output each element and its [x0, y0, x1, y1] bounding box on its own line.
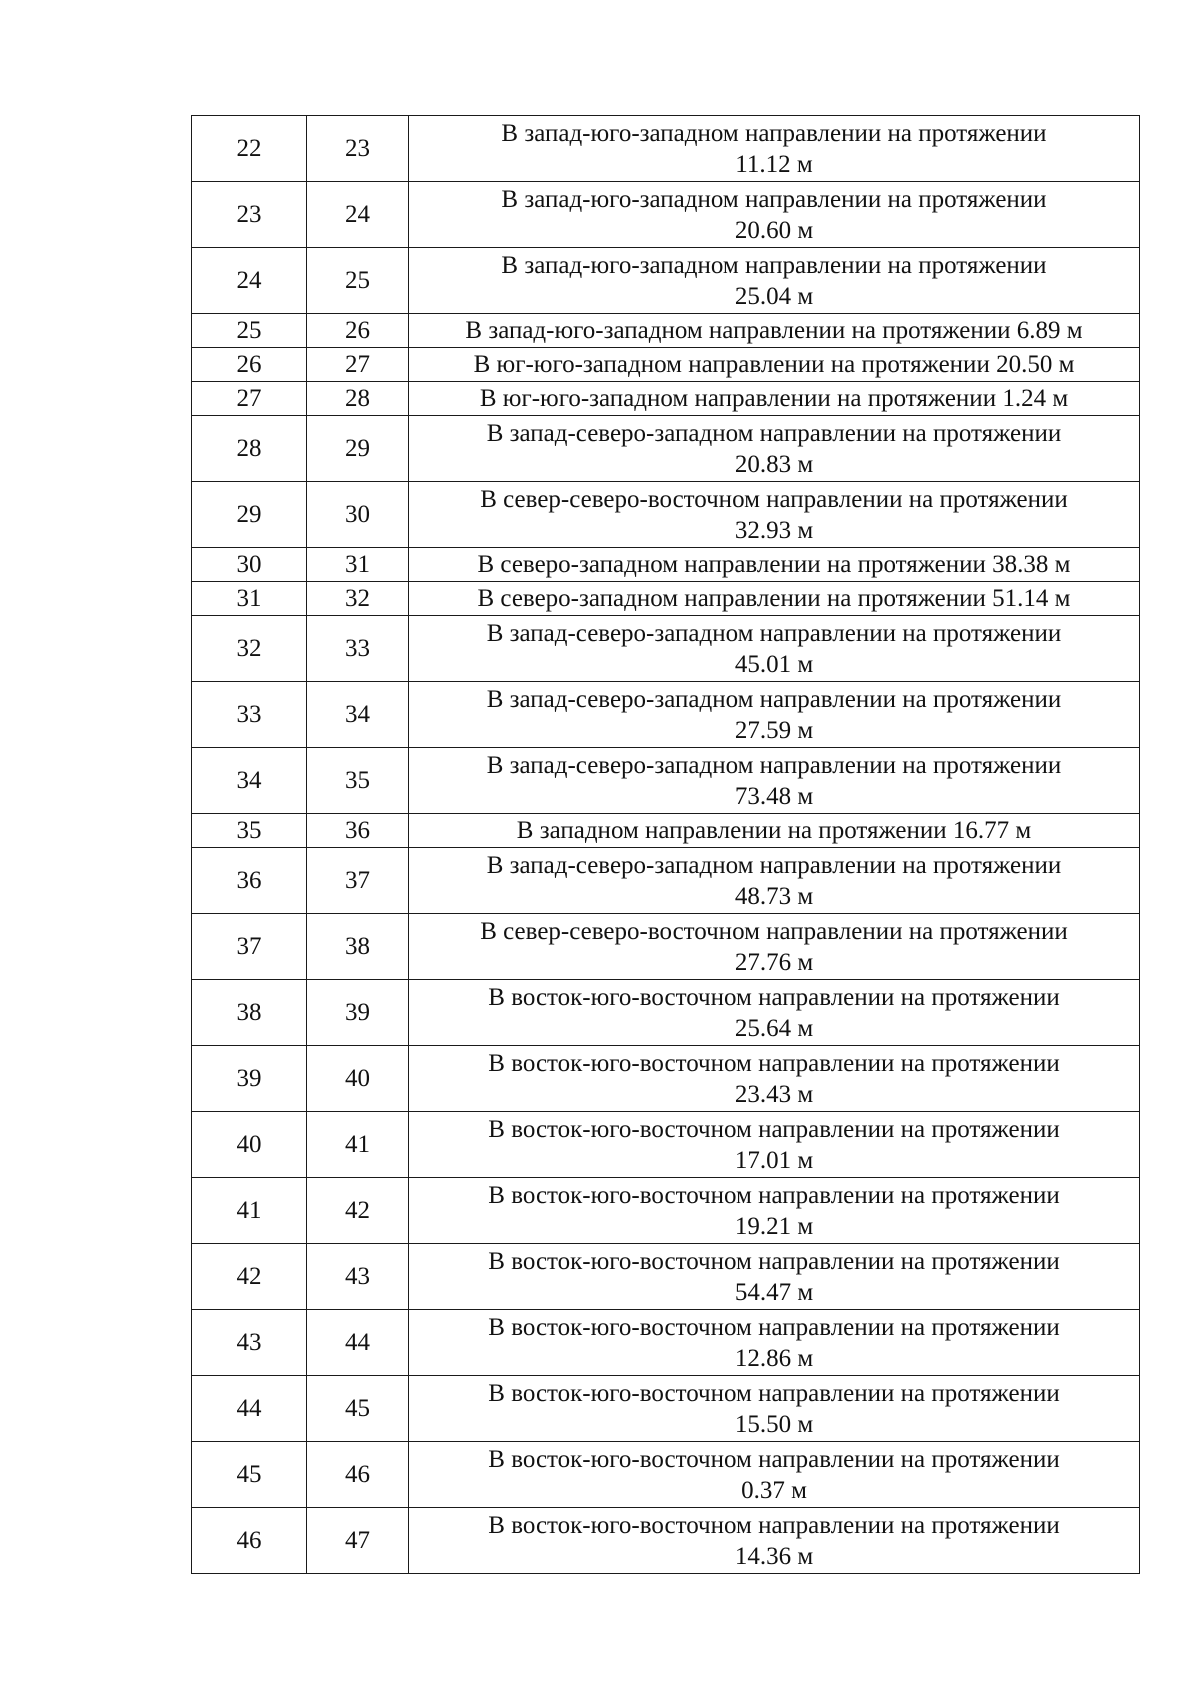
point-to-cell: 31	[307, 548, 409, 582]
point-from-cell: 24	[192, 248, 307, 314]
point-to-cell: 42	[307, 1178, 409, 1244]
description-line: В северо-западном направлении на протяжении 38.38 м	[477, 551, 1071, 578]
table-row	[192, 1376, 1140, 1442]
description-line: 27.59 м	[734, 716, 814, 744]
description-line: В запад-юго-западном направлении на протяжении 6.89 м	[465, 317, 1083, 344]
point-from-cell: 29	[192, 482, 307, 548]
point-from-cell: 37	[192, 914, 307, 980]
table-row	[192, 548, 1140, 582]
point-from-cell: 39	[192, 1046, 307, 1112]
table-row	[192, 348, 1140, 382]
point-from-cell: 35	[192, 814, 307, 848]
description-cell	[409, 980, 1140, 1046]
point-from-cell: 32	[192, 616, 307, 682]
table-row	[192, 582, 1140, 616]
description-line: В восток-юго-восточном направлении на протяжении	[488, 1247, 1060, 1275]
description-cell	[409, 548, 1140, 582]
point-to-cell: 45	[307, 1376, 409, 1442]
point-to-cell: 38	[307, 914, 409, 980]
point-to-cell: 29	[307, 416, 409, 482]
description-line: В север-северо-восточном направлении на протяжении	[480, 485, 1068, 513]
description-cell	[409, 616, 1140, 682]
description-line: 20.60 м	[734, 216, 814, 244]
description-cell	[409, 382, 1140, 416]
point-from-cell: 42	[192, 1244, 307, 1310]
description-line: 48.73 м	[734, 882, 814, 910]
point-to-cell: 39	[307, 980, 409, 1046]
description-line: 73.48 м	[734, 782, 814, 810]
description-line: В запад-юго-западном направлении на протяжении	[501, 119, 1047, 147]
point-from-cell: 27	[192, 382, 307, 416]
table-row	[192, 1244, 1140, 1310]
description-cell	[409, 814, 1140, 848]
table-row	[192, 748, 1140, 814]
point-from-cell: 46	[192, 1508, 307, 1574]
point-from-cell: 28	[192, 416, 307, 482]
description-cell	[409, 748, 1140, 814]
description-line: В запад-юго-западном направлении на протяжении	[501, 251, 1047, 279]
table-row	[192, 914, 1140, 980]
description-line: В запад-северо-западном направлении на протяжении	[486, 685, 1062, 713]
description-cell	[409, 248, 1140, 314]
description-cell	[409, 1046, 1140, 1112]
description-cell	[409, 1112, 1140, 1178]
description-line: 32.93 м	[734, 516, 814, 544]
point-from-cell: 33	[192, 682, 307, 748]
boundary-description-table	[191, 115, 1140, 1574]
description-cell	[409, 1442, 1140, 1508]
table-row	[192, 1310, 1140, 1376]
description-line: В северо-западном направлении на протяжении 51.14 м	[477, 585, 1071, 612]
description-line: В север-северо-восточном направлении на протяжении	[480, 917, 1068, 945]
description-line: В юг-юго-западном направлении на протяжении 20.50 м	[473, 351, 1075, 378]
description-line: В восток-юго-восточном направлении на протяжении	[488, 1181, 1060, 1209]
point-from-cell: 41	[192, 1178, 307, 1244]
table-row	[192, 182, 1140, 248]
point-to-cell: 26	[307, 314, 409, 348]
point-to-cell: 34	[307, 682, 409, 748]
description-cell	[409, 1508, 1140, 1574]
description-cell	[409, 314, 1140, 348]
table-row	[192, 980, 1140, 1046]
point-from-cell: 36	[192, 848, 307, 914]
point-from-cell: 34	[192, 748, 307, 814]
point-from-cell: 25	[192, 314, 307, 348]
table-row	[192, 116, 1140, 182]
description-cell	[409, 116, 1140, 182]
description-cell	[409, 1244, 1140, 1310]
point-to-cell: 24	[307, 182, 409, 248]
description-line: В запад-юго-западном направлении на протяжении	[501, 185, 1047, 213]
point-to-cell: 44	[307, 1310, 409, 1376]
description-line: В восток-юго-восточном направлении на протяжении	[488, 1115, 1060, 1143]
table-row	[192, 1112, 1140, 1178]
description-line: 12.86 м	[734, 1344, 814, 1372]
point-to-cell: 32	[307, 582, 409, 616]
description-line: В запад-северо-западном направлении на протяжении	[486, 751, 1062, 779]
table-row	[192, 314, 1140, 348]
description-cell	[409, 482, 1140, 548]
table-row	[192, 1178, 1140, 1244]
point-to-cell: 46	[307, 1442, 409, 1508]
table-body	[192, 116, 1140, 1574]
description-line: В восток-юго-восточном направлении на протяжении	[488, 1511, 1060, 1539]
description-line: 25.64 м	[734, 1014, 814, 1042]
point-from-cell: 45	[192, 1442, 307, 1508]
point-to-cell: 35	[307, 748, 409, 814]
point-to-cell: 30	[307, 482, 409, 548]
description-line: В восток-юго-восточном направлении на протяжении	[488, 983, 1060, 1011]
table-row	[192, 482, 1140, 548]
point-from-cell: 26	[192, 348, 307, 382]
point-from-cell: 43	[192, 1310, 307, 1376]
point-from-cell: 30	[192, 548, 307, 582]
description-line: В запад-северо-западном направлении на протяжении	[486, 419, 1062, 447]
description-line: 19.21 м	[734, 1212, 814, 1240]
table-row	[192, 1442, 1140, 1508]
point-to-cell: 27	[307, 348, 409, 382]
table-row	[192, 1046, 1140, 1112]
description-cell	[409, 182, 1140, 248]
table-row	[192, 848, 1140, 914]
description-line: 14.36 м	[734, 1542, 814, 1570]
description-cell	[409, 682, 1140, 748]
description-line: 20.83 м	[734, 450, 814, 478]
description-line: 17.01 м	[734, 1146, 814, 1174]
description-line: 15.50 м	[734, 1410, 814, 1438]
table-row	[192, 814, 1140, 848]
description-cell	[409, 914, 1140, 980]
point-from-cell: 44	[192, 1376, 307, 1442]
point-from-cell: 31	[192, 582, 307, 616]
description-line: 27.76 м	[734, 948, 814, 976]
description-cell	[409, 582, 1140, 616]
point-from-cell: 40	[192, 1112, 307, 1178]
point-to-cell: 36	[307, 814, 409, 848]
description-line: 54.47 м	[734, 1278, 814, 1306]
point-from-cell: 23	[192, 182, 307, 248]
description-line: В восток-юго-восточном направлении на протяжении	[488, 1313, 1060, 1341]
point-to-cell: 25	[307, 248, 409, 314]
description-line: 23.43 м	[734, 1080, 814, 1108]
description-line: В восток-юго-восточном направлении на протяжении	[488, 1445, 1060, 1473]
point-to-cell: 28	[307, 382, 409, 416]
point-to-cell: 41	[307, 1112, 409, 1178]
description-line: 0.37 м	[741, 1476, 807, 1504]
table-row	[192, 1508, 1140, 1574]
point-to-cell: 40	[307, 1046, 409, 1112]
description-line: В восток-юго-восточном направлении на протяжении	[488, 1049, 1060, 1077]
description-line: 11.12 м	[735, 150, 813, 178]
description-cell	[409, 416, 1140, 482]
table-row	[192, 682, 1140, 748]
point-to-cell: 43	[307, 1244, 409, 1310]
description-cell	[409, 1376, 1140, 1442]
description-cell	[409, 1310, 1140, 1376]
description-line: В юг-юго-западном направлении на протяжении 1.24 м	[479, 385, 1069, 412]
table-row	[192, 416, 1140, 482]
point-to-cell: 47	[307, 1508, 409, 1574]
description-cell	[409, 1178, 1140, 1244]
point-to-cell: 33	[307, 616, 409, 682]
table-row	[192, 616, 1140, 682]
description-line: 25.04 м	[734, 282, 814, 310]
point-to-cell: 37	[307, 848, 409, 914]
point-from-cell: 38	[192, 980, 307, 1046]
description-line: 45.01 м	[734, 650, 814, 678]
description-line: В восток-юго-восточном направлении на протяжении	[488, 1379, 1060, 1407]
point-to-cell: 23	[307, 116, 409, 182]
description-line: В западном направлении на протяжении 16.77 м	[516, 817, 1032, 844]
point-from-cell: 22	[192, 116, 307, 182]
table-row	[192, 382, 1140, 416]
description-cell	[409, 848, 1140, 914]
description-cell	[409, 348, 1140, 382]
description-line: В запад-северо-западном направлении на протяжении	[486, 851, 1062, 879]
description-line: В запад-северо-западном направлении на протяжении	[486, 619, 1062, 647]
table-row	[192, 248, 1140, 314]
